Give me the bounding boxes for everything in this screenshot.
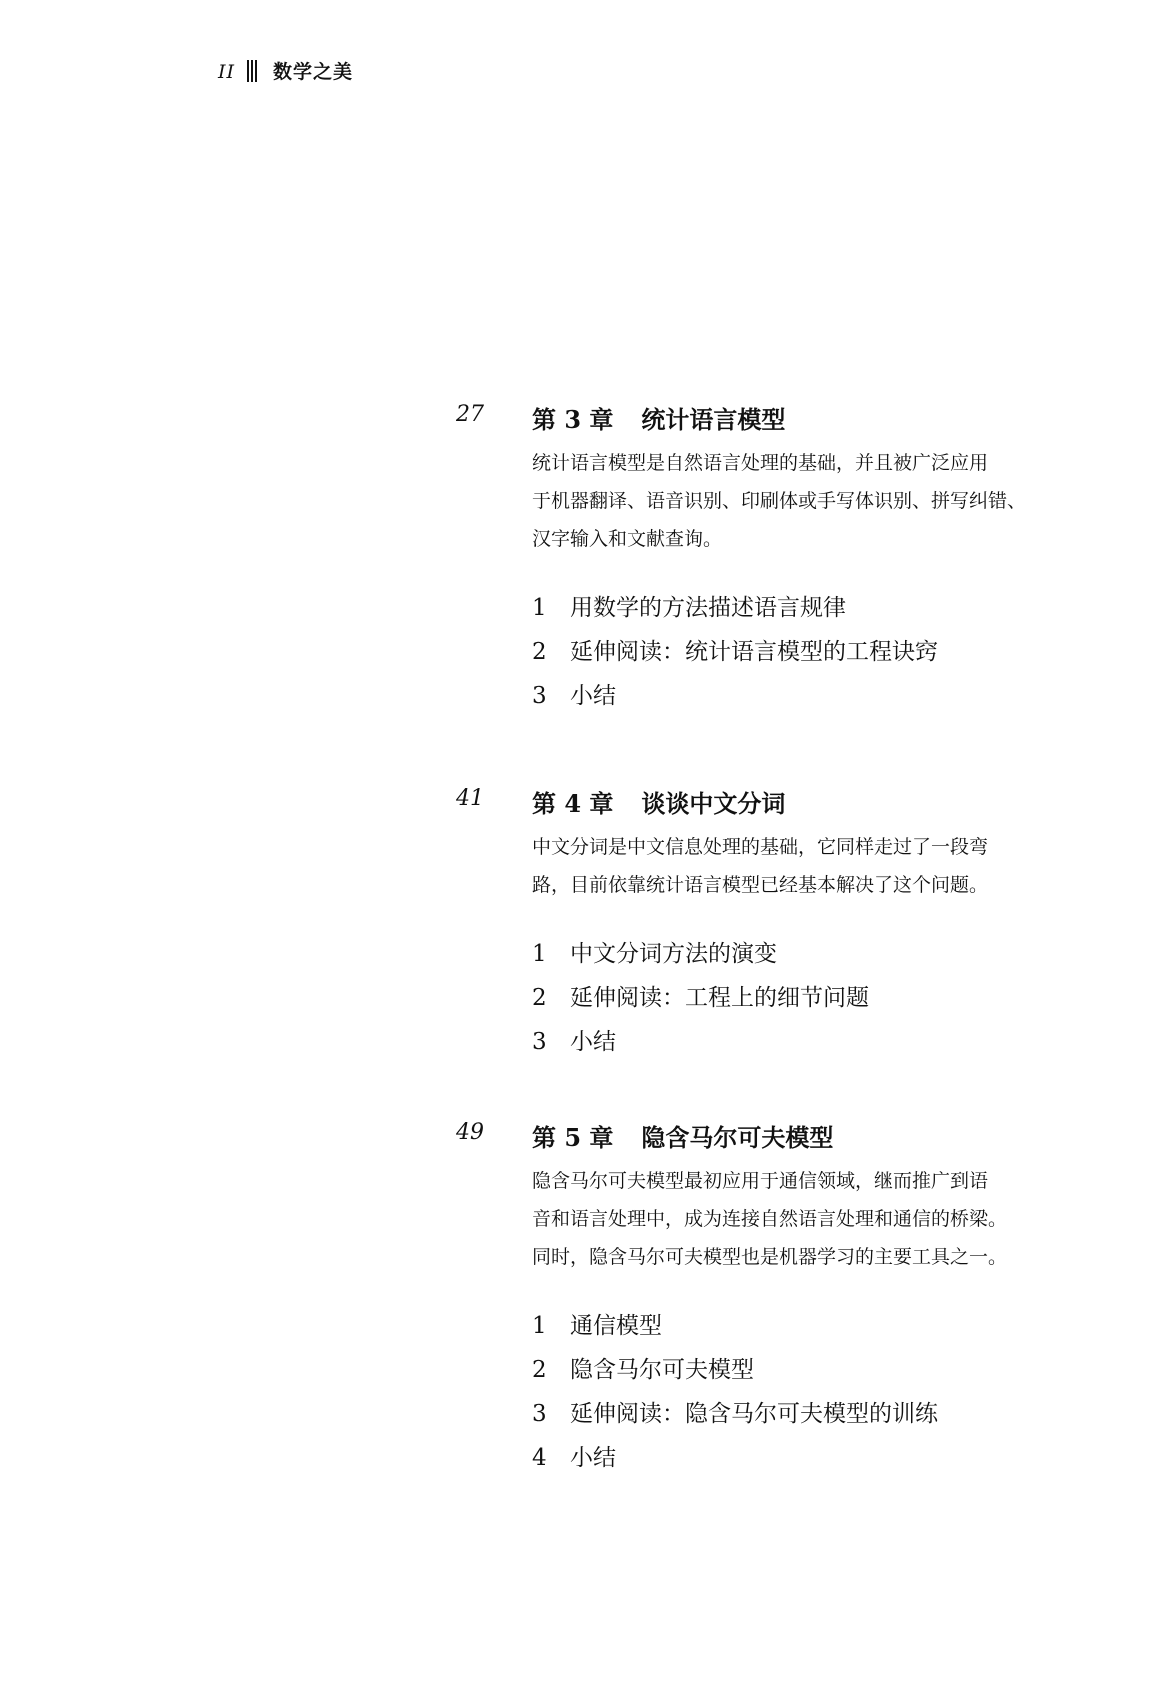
chapter-label: 第 3 章: [532, 405, 614, 434]
chapter-label: 第 5 章: [532, 1123, 614, 1152]
summary-line: 音和语言处理中，成为连接自然语言处理和通信的桥梁。: [532, 1208, 1008, 1230]
section-item[interactable]: [532, 586, 1092, 630]
section-number: 3: [532, 1029, 547, 1055]
chapter-label: 第 4 章: [532, 789, 614, 818]
running-head: [218, 57, 353, 84]
summary-line: 统计语言模型是自然语言处理的基础，并且被广泛应用: [532, 452, 989, 474]
section-number: 1: [532, 941, 547, 967]
section-item[interactable]: [532, 1392, 1092, 1436]
summary-line: 隐含马尔可夫模型最初应用于通信领域，继而推广到语: [532, 1170, 989, 1192]
section-title: 通信模型: [570, 1313, 662, 1339]
section-number: 2: [532, 1357, 547, 1383]
section-number: 2: [532, 985, 547, 1011]
chapter-page-number: 49: [456, 1120, 484, 1145]
chapter-summary: [532, 1162, 1052, 1276]
chapter-page-number: 41: [456, 786, 484, 811]
section-title: 隐含马尔可夫模型: [570, 1357, 754, 1383]
section-list: [532, 1304, 1092, 1480]
section-number: 4: [532, 1445, 547, 1471]
section-title: 延伸阅读：隐含马尔可夫模型的训练: [570, 1401, 938, 1427]
summary-line: 中文分词是中文信息处理的基础，它同样走过了一段弯: [532, 836, 989, 858]
section-item[interactable]: [532, 1020, 1092, 1064]
section-number: 2: [532, 639, 547, 665]
section-item[interactable]: [532, 976, 1092, 1020]
section-list: [532, 932, 1092, 1064]
summary-line: 路，目前依靠统计语言模型已经基本解决了这个问题。: [532, 874, 989, 896]
section-item[interactable]: [532, 1348, 1092, 1392]
divider-bars-icon: [247, 60, 259, 82]
section-title: 中文分词方法的演变: [570, 941, 777, 967]
section-title: 小结: [570, 683, 616, 709]
chapter-summary: [532, 828, 1052, 904]
section-item[interactable]: [532, 1436, 1092, 1480]
chapter-title[interactable]: [532, 400, 785, 435]
section-number: 1: [532, 1313, 547, 1339]
section-title: 小结: [570, 1029, 616, 1055]
summary-line: 汉字输入和文献查询。: [532, 528, 723, 550]
section-item[interactable]: [532, 1304, 1092, 1348]
chapter-title[interactable]: [532, 784, 785, 819]
chapter-title[interactable]: [532, 1118, 833, 1153]
chapter-summary: [532, 444, 1052, 558]
summary-line: 于机器翻译、语音识别、印刷体或手写体识别、拼写纠错、: [532, 490, 1027, 512]
section-title: 小结: [570, 1445, 616, 1471]
chapter-page-number: 27: [456, 402, 484, 427]
summary-line: 同时，隐含马尔可夫模型也是机器学习的主要工具之一。: [532, 1246, 1008, 1268]
chapter-name: 谈谈中文分词: [641, 789, 786, 818]
section-item[interactable]: [532, 674, 1092, 718]
section-number: 3: [532, 683, 547, 709]
section-item[interactable]: [532, 932, 1092, 976]
chapter-name: 统计语言模型: [641, 405, 786, 434]
section-number: 3: [532, 1401, 547, 1427]
section-item[interactable]: [532, 630, 1092, 674]
section-list: [532, 586, 1092, 718]
book-title: 数学之美: [273, 61, 354, 83]
chapter-name: 隐含马尔可夫模型: [641, 1123, 834, 1152]
section-title: 延伸阅读：工程上的细节问题: [570, 985, 869, 1011]
section-number: 1: [532, 595, 547, 621]
section-title: 用数学的方法描述语言规律: [570, 595, 846, 621]
page-roman-numeral: II: [218, 61, 236, 83]
section-title: 延伸阅读：统计语言模型的工程诀窍: [570, 639, 938, 665]
